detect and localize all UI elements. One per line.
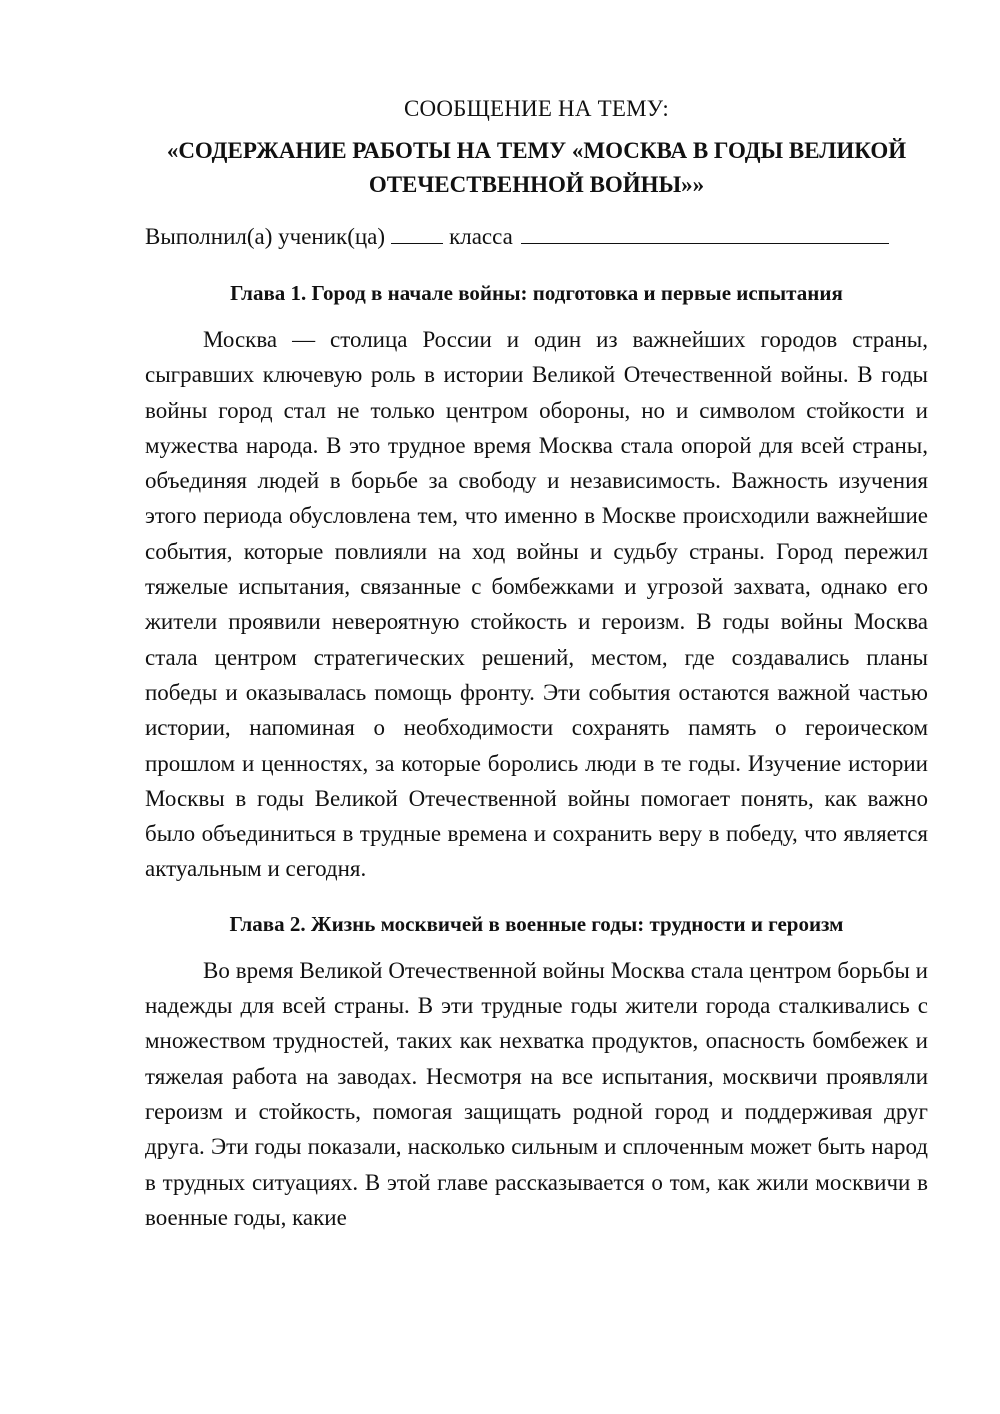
document-page [145,92,928,1235]
class-name-blank[interactable] [521,221,889,244]
completed-by-label: Выполнил(а) ученик(ца) [145,224,386,249]
chapter-2-heading: Глава 2. Жизнь москвичей в военные годы: трудности и героизм [229,911,844,936]
author-line [145,220,928,254]
document-title: «СОДЕРЖАНИЕ РАБОТЫ НА ТЕМУ «МОСКВА В ГОДЫ ВЕЛИКОЙ ОТЕЧЕСТВЕННОЙ ВОЙНЫ»» [166,138,907,197]
document-kicker: СООБЩЕНИЕ НА ТЕМУ: [404,96,669,121]
grade-blank[interactable] [391,221,443,244]
class-label: класса [449,224,513,249]
chapter-1-heading: Глава 1. Город в начале войны: подготовка и первые испытания [230,281,843,305]
chapter-1-paragraph: Москва — столица России и один из важнейших городов страны, сыгравших ключевую роль в истории Великой Отечественной войны. В годы войны город стал не только центром обороны, но и символом стойкости и мужества народа. В это трудное время Москва стала опорой для всей страны, объединяя людей в борьбе за свободу и независимость. Важность изучения этого периода обусловлена тем, что именно в Москве происходили важнейшие события, которые повлияли на ход войны и судьбу страны. Город пережил тяжелые испытания, связанные с бомбежками и угрозой захвата, однако его жители проявили невероятную стойкость и героизм. В годы войны Москва стала центром стратегических решений, местом, где создавались планы победы и оказывалась помощь фронту. Эти события остаются важной частью истории, напоминая о необходимости сохранять память о героическом прошлом и ценностях, за которые боролись люди в те годы. Изучение истории Москвы в годы Великой Отечественной войны помогает понять, как важно было объединиться в трудные времена и сохранить веру в победу, что является актуальным и сегодня. [145,327,928,882]
chapter-2-paragraph: Во время Великой Отечественной войны Москва стала центром борьбы и надежды для всей страны. В эти трудные годы жители города сталкивались с множеством трудностей, таких как нехватка продуктов, опасность бомбежек и тяжелая работа на заводах. Несмотря на все испытания, москвичи проявляли героизм и стойкость, помогая защищать родной город и поддерживая друг друга. Эти годы показали, насколько сильным и сплоченным может быть народ в трудных ситуациях. В этой главе рассказывается о том, как жили москвичи в военные годы, какие [145,957,928,1230]
